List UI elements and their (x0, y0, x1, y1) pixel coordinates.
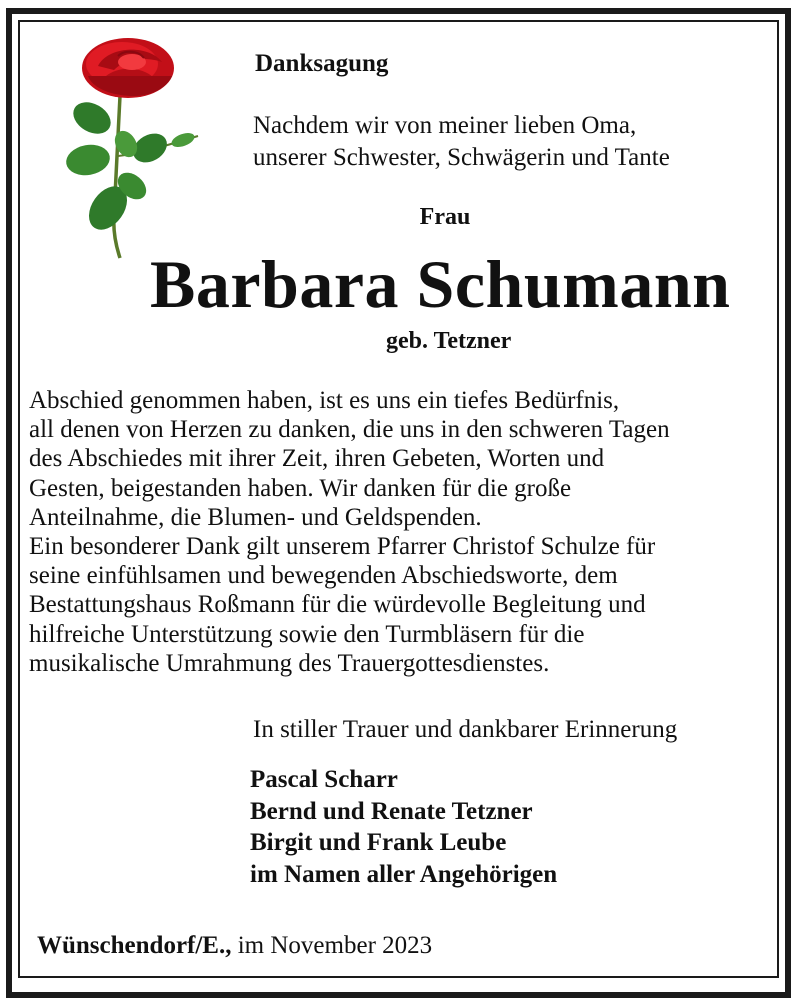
body-line: Bestattungshaus Roßmann für die würdevolle Begleitung und (29, 591, 646, 619)
maiden-name: geb. Tetzner (386, 328, 512, 354)
signer-name: Birgit und Frank Leube (250, 829, 507, 856)
body-line: Abschied genommen haben, ist es uns ein tiefes Bedürfnis, (29, 387, 620, 414)
intro-line: unserer Schwester, Schwägerin und Tante (253, 144, 670, 171)
closing-line: In stiller Trauer und dankbarer Erinnerung (253, 716, 678, 743)
footer-place-date (37, 932, 432, 960)
footer-place: Wünschendorf/E., (37, 932, 232, 959)
signers-list (250, 764, 557, 890)
body-text (29, 386, 774, 678)
footer-date: im November 2023 (231, 932, 433, 959)
body-line: Anteilnahme, die Blumen- und Geldspenden. (29, 503, 482, 531)
deceased-name: Barbara Schumann (150, 246, 731, 322)
body-line: seine einfühlsamen und bewegenden Abschiedsworte, dem (29, 562, 618, 590)
intro-line: Nachdem wir von meiner lieben Oma, (253, 112, 637, 139)
body-line: hilfreiche Unterstützung sowie den Turmbläsern für die (29, 620, 585, 648)
signer-name: im Namen aller Angehörigen (250, 860, 558, 888)
title-frau: Frau (419, 204, 471, 230)
signer-name: Bernd und Renate Tetzner (250, 797, 533, 825)
body-line: musikalische Umrahmung des Trauergottesdienstes. (29, 649, 550, 677)
intro-text (253, 110, 670, 174)
body-line: des Abschiedes mit ihrer Zeit, ihren Gebeten, Worten und (29, 445, 605, 473)
body-line: all denen von Herzen zu danken, die uns in den schweren Tagen (29, 416, 670, 444)
body-line: Ein besonderer Dank gilt unserem Pfarrer Christof Schulze für (29, 533, 656, 561)
signer-name: Pascal Scharr (250, 766, 398, 793)
body-line: Gesten, beigestanden haben. Wir danken für die große (29, 474, 572, 502)
heading-danksagung: Danksagung (255, 50, 389, 77)
